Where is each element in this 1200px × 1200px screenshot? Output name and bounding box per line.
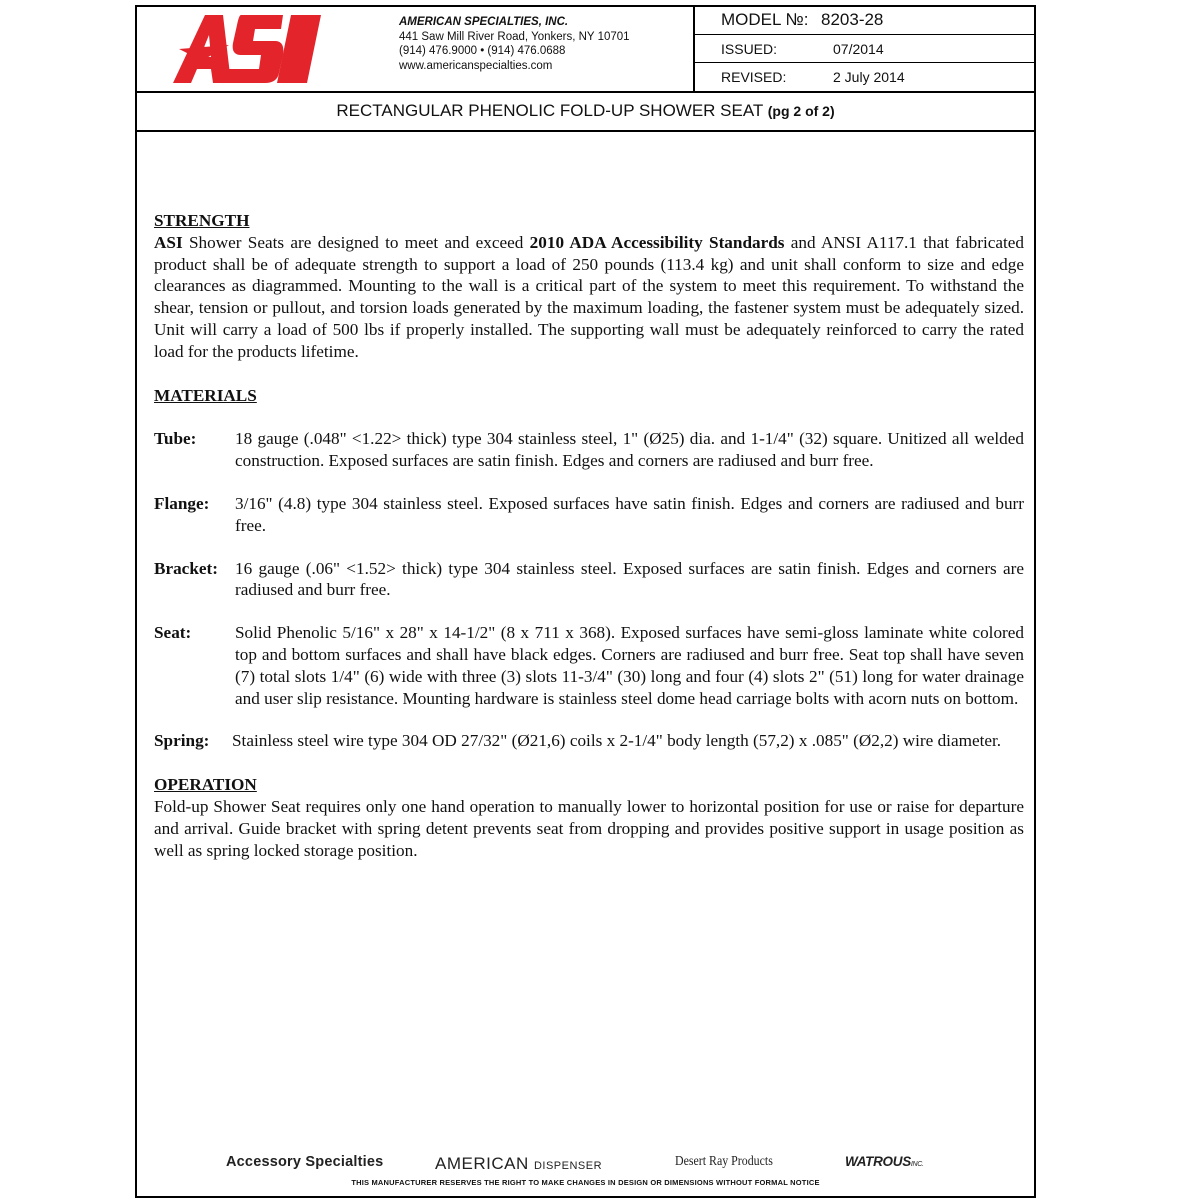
model-row <box>695 7 1034 35</box>
material-item-spring <box>154 730 1024 752</box>
company-website: www.americanspecialties.com <box>399 59 553 72</box>
brand-desert-ray: Desert Ray Products <box>675 1154 773 1169</box>
disclaimer: THIS MANUFACTURER RESERVES THE RIGHT TO MAKE CHANGES IN DESIGN OR DIMENSIONS WITHOUT FORMAL NOTICE <box>351 1178 820 1187</box>
strength-text-1: Shower Seats are designed to meet and exceed <box>182 232 530 252</box>
document-title <box>137 91 1034 132</box>
company-info <box>399 15 689 73</box>
footer-brands <box>137 1150 1034 1176</box>
operation-paragraph: Fold-up Shower Seat requires only one hand operation to manually lower to horizontal position for use or raise for departure and arrival. Guide bracket with spring detent prevents seat from dropping and provides positive support in usage position as well as spring locked storage position. <box>154 796 1024 860</box>
title-page-number: (pg 2 of 2) <box>767 103 835 119</box>
material-text: 3/16" (4.8) type 304 stainless steel. Exposed surfaces have satin finish. Edges and corners are radiused and burr free. <box>235 493 1024 535</box>
material-item-seat <box>154 622 1024 709</box>
material-label: Flange: <box>154 493 210 513</box>
strength-standard: 2010 ADA Accessibility Standards <box>529 232 785 252</box>
material-text: Solid Phenolic 5/16" x 28" x 14-1/2" (8 x 711 x 368). Exposed surfaces have semi-gloss laminate white colored top and bottom surfaces and shall have black edges. Corners are radiused and burr free. Seat top shall have seven (7) total slots 1/4" (6) wide with three (3) slots 11-3/4" (30) long and four (4) slots 2" (51) long for water drainage and user slip resistance. Mounting hardware is stainless steel dome head carriage bolts with acorn nuts on bottom. <box>235 623 1024 708</box>
brand-watrous: WATROUSINC. <box>845 1154 924 1169</box>
materials-heading: MATERIALS <box>154 385 257 405</box>
material-item-bracket <box>154 558 1024 602</box>
material-label: Bracket: <box>154 558 218 578</box>
asi-logo <box>171 13 323 85</box>
strength-paragraph <box>154 232 1024 363</box>
issued-row <box>695 35 1034 63</box>
header <box>137 7 1034 93</box>
document-body <box>154 210 1024 861</box>
material-label: Spring: <box>154 731 210 751</box>
strength-brand: ASI <box>154 232 183 252</box>
material-label: Tube: <box>154 429 197 449</box>
issued-label: ISSUED: <box>721 41 778 57</box>
material-text: 16 gauge (.06" <1.52> thick) type 304 stainless steel. Exposed surfaces are satin finish. Edges and corners are radiused and burr free. <box>235 558 1024 600</box>
material-label: Seat: <box>154 623 192 643</box>
material-item-tube <box>154 428 1024 472</box>
brand-accessory-specialties: Accessory Specialties <box>226 1154 384 1170</box>
operation-heading: OPERATION <box>154 775 257 795</box>
material-text: 18 gauge (.048" <1.22> thick) type 304 stainless steel, 1" (Ø25) dia. and 1-1/4" (32) square. Unitized all welded construction. Exposed surfaces are satin finish. Edges and corners are radiused and burr free. <box>235 429 1024 471</box>
spec-sheet <box>135 5 1036 1198</box>
company-name: AMERICAN SPECIALTIES, INC. <box>399 16 569 28</box>
document-meta <box>693 7 1034 91</box>
brand-american-dispenser: AMERICAN DISPENSER <box>435 1154 603 1173</box>
material-text: Stainless steel wire type 304 OD 27/32" (Ø21,6) coils x 2-1/4" body length (57,2) x .085" (Ø2,2) wire diameter. <box>232 731 1002 751</box>
model-label: MODEL №: <box>721 10 809 29</box>
model-value: 8203-28 <box>821 10 884 29</box>
strength-text-2: and ANSI A117.1 that fabricated product shall be of adequate strength to support a load of 250 pounds (113.4 kg) and unit shall conform to size and edge clearances as diagrammed. Mounting to the wall is a critical part of the system to meet this requirement. To withstand the shear, tension or pullout, and torsion loads generated by the maximum loading, the fastener system must be adequately sized. Unit will carry a load of 500 lbs if properly installed. The supporting wall must be adequately reinforced to carry the rated load for the products lifetime. <box>154 232 1024 361</box>
company-address: 441 Saw Mill River Road, Yonkers, NY 10701 <box>399 30 630 43</box>
issued-value: 07/2014 <box>833 41 884 57</box>
title-main: RECTANGULAR PHENOLIC FOLD-UP SHOWER SEAT <box>336 101 764 120</box>
revised-value: 2 July 2014 <box>833 69 905 85</box>
company-phones: (914) 476.9000 • (914) 476.0688 <box>399 45 566 57</box>
strength-heading: STRENGTH <box>154 211 250 230</box>
revised-row <box>695 63 1034 90</box>
material-item-flange <box>154 493 1024 537</box>
revised-label: REVISED: <box>721 69 787 85</box>
